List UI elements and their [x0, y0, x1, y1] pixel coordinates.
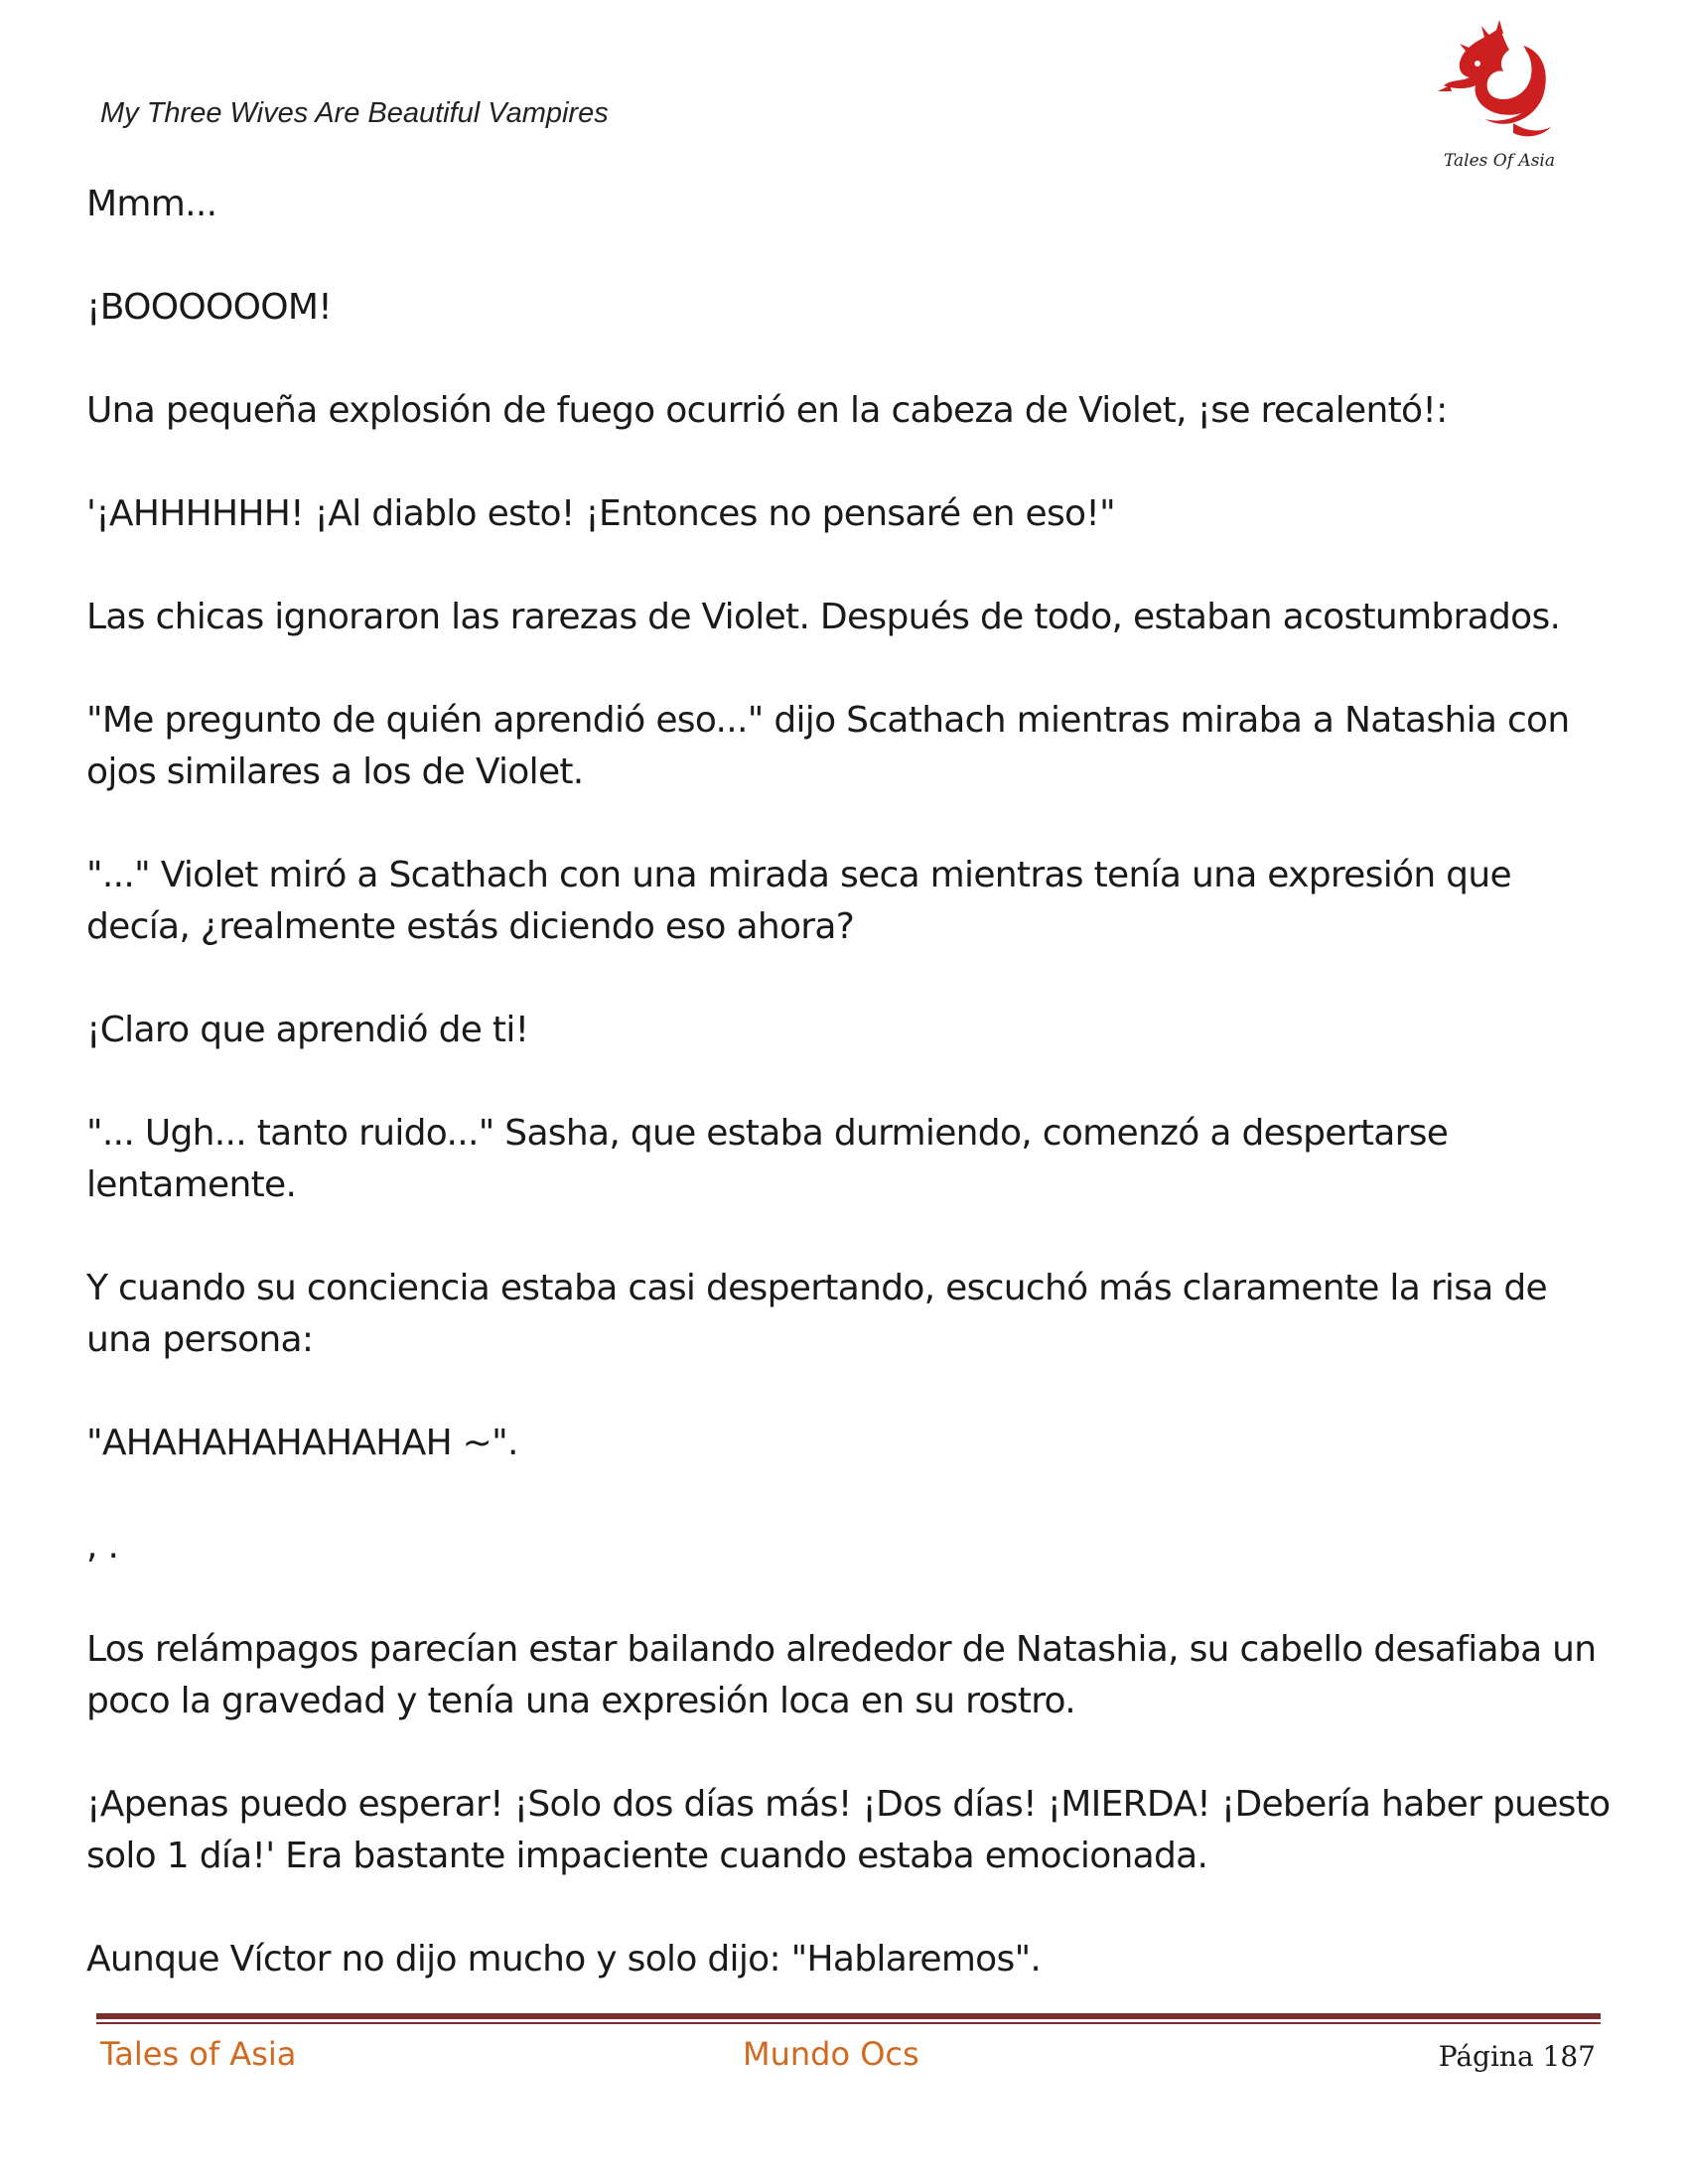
- paragraph: "..." Violet miró a Scathach con una mirada seca mientras tenía una expresión que decía, ¿realmente estás diciendo eso ahora?: [86, 855, 1511, 947]
- book-title: My Three Wives Are Beautiful Vampires: [100, 97, 609, 129]
- paragraph: "Me pregunto de quién aprendió eso..." dijo Scathach mientras miraba a Natashia con ojos similares a los de Violet.: [86, 700, 1570, 792]
- paragraph: Y cuando su conciencia estaba casi despertando, escuchó más claramente la risa de una persona:: [86, 1268, 1547, 1360]
- paragraph: Los relámpagos parecían estar bailando alrededor de Natashia, su cabello desafiaba un poco la gravedad y tenía una expresión loca en su rostro.: [86, 1629, 1597, 1721]
- paragraph: "... Ugh... tanto ruido..." Sasha, que estaba durmiendo, comenzó a despertarse lentamente.: [86, 1113, 1449, 1205]
- paragraph: Mmm...: [86, 184, 217, 224]
- paragraph: , .: [86, 1526, 119, 1567]
- logo-text: Tales Of Asia: [1444, 151, 1555, 171]
- paragraph: ¡BOOOOOOM!: [86, 287, 333, 328]
- publisher-logo: [1430, 20, 1569, 179]
- paragraph: Una pequeña explosión de fuego ocurrió en la cabeza de Violet, ¡se recalentó!:: [86, 390, 1448, 431]
- paragraph: ¡Claro que aprendió de ti!: [86, 1010, 529, 1050]
- paragraph: ¡Apenas puedo esperar! ¡Solo dos días más! ¡Dos días! ¡MIERDA! ¡Debería haber puesto solo 1 día!' Era bastante impaciente cuando estaba emocionada.: [86, 1784, 1611, 1876]
- footer-section-name: Mundo Ocs: [743, 2035, 919, 2073]
- red-dragon-icon: [1430, 20, 1569, 149]
- paragraph: '¡AHHHHHH! ¡Al diablo esto! ¡Entonces no pensaré en eso!": [86, 493, 1115, 534]
- page-number: Página 187: [1438, 2040, 1596, 2073]
- paragraph: Aunque Víctor no dijo mucho y solo dijo: "Hablaremos".: [86, 1939, 1042, 1979]
- paragraph: Las chicas ignoraron las rarezas de Violet. Después de todo, estaban acostumbrados.: [86, 597, 1561, 637]
- footer-site-name: Tales of Asia: [100, 2035, 297, 2073]
- page-body: [86, 179, 1616, 2037]
- footer-divider: [96, 2013, 1601, 2024]
- paragraph: "AHAHAHAHAHAHAH ~".: [86, 1423, 518, 1463]
